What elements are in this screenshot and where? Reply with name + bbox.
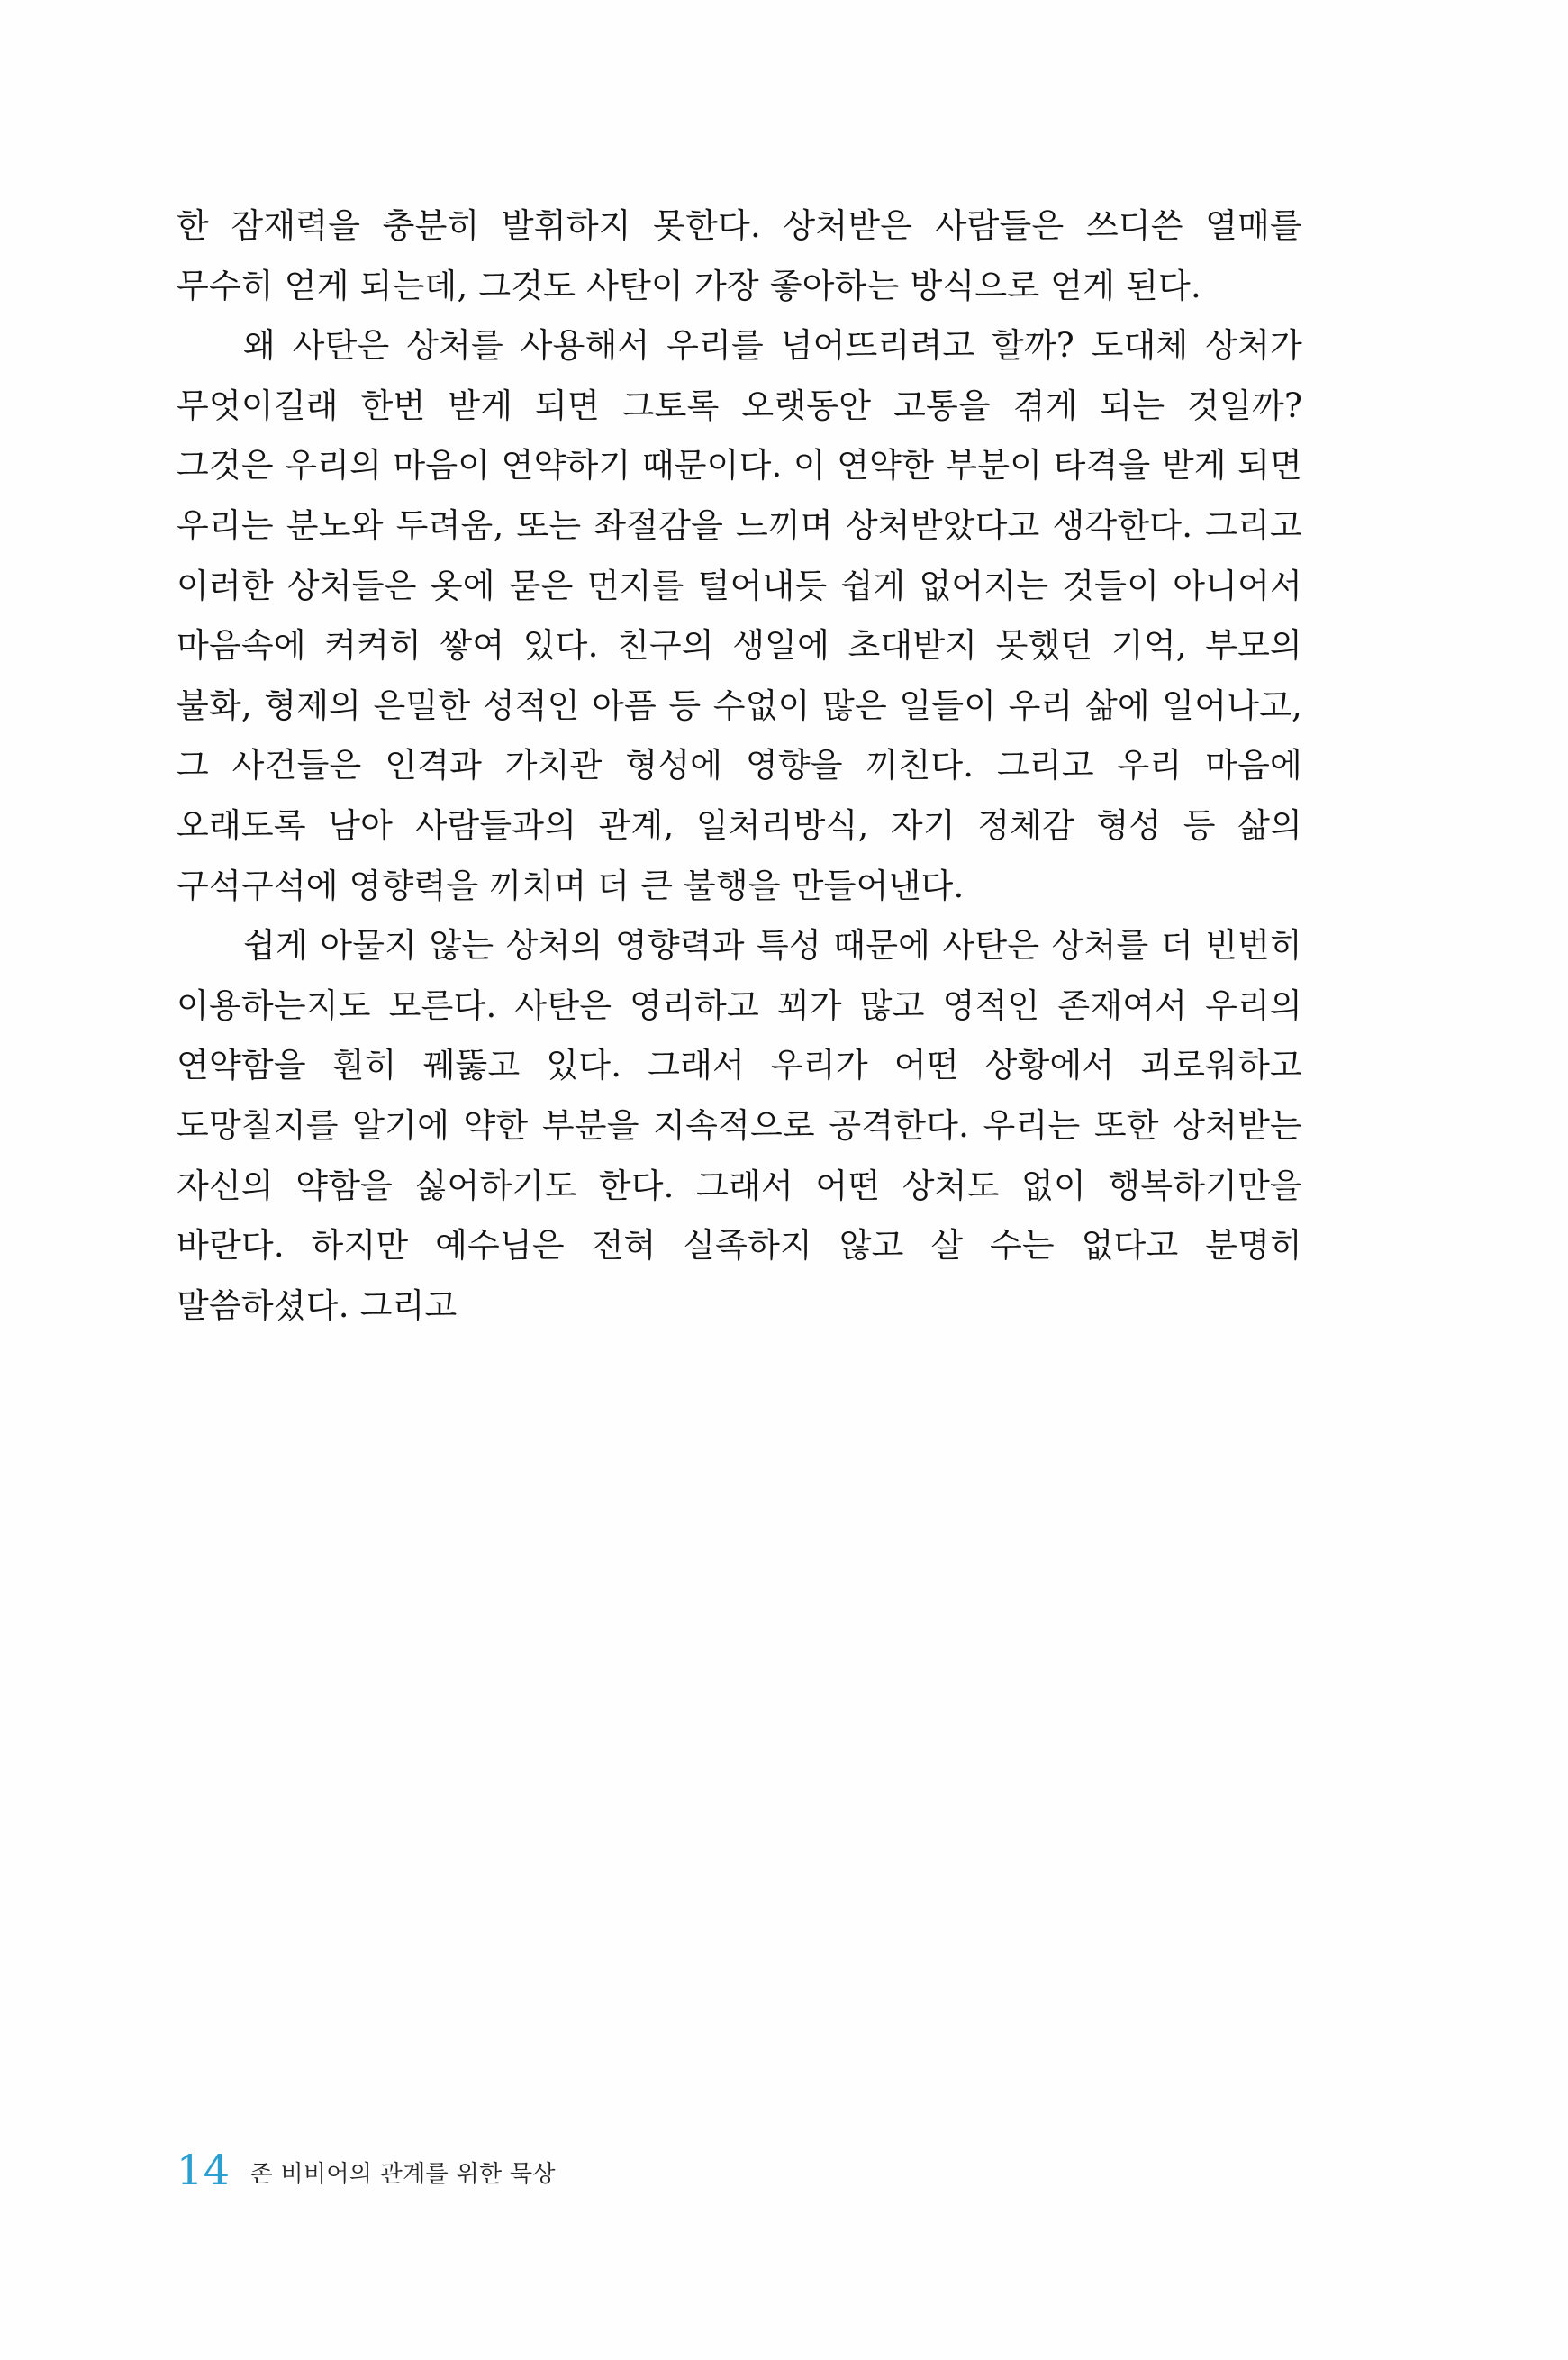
paragraph-3: 쉽게 아물지 않는 상처의 영향력과 특성 때문에 사탄은 상처를 더 빈번히 이용하는지도 모른다. 사탄은 영리하고 꾀가 많고 영적인 존재여서 우리의 연약함을 훤히 꿰뚫고 있다. 그래서 우리가 어떤 상황에서 괴로워하고 도망칠지를 알기에 약한 부분을 지속적으로 공격한다. 우리는 또한 상처받는 자신의 약함을 싫어하기도 한다. 그래서 어떤 상처도 없이 행복하기만을 바란다. 하지만 예수님은 전혀 실족하지 않고 살 수는 없다고 분명히 말씀하셨다. 그리고 [177, 926, 1302, 1325]
page-footer [177, 2146, 1302, 2194]
body-text-column [177, 196, 1302, 1336]
page-number: 14 [177, 2146, 231, 2194]
paragraph-2: 왜 사탄은 상처를 사용해서 우리를 넘어뜨리려고 할까? 도대체 상처가 무엇이길래 한번 받게 되면 그토록 오랫동안 고통을 겪게 되는 것일까? 그것은 우리의 마음이 연약하기 때문이다. 이 연약한 부분이 타격을 받게 되면 우리는 분노와 두려움, 또는 좌절감을 느끼며 상처받았다고 생각한다. 그리고 이러한 상처들은 옷에 묻은 먼지를 털어내듯 쉽게 없어지는 것들이 아니어서 마음속에 켜켜히 쌓여 있다. 친구의 생일에 초대받지 못했던 기억, 부모의 불화, 형제의 은밀한 성적인 아픔 등 수없이 많은 일들이 우리 삶에 일어나고, 그 사건들은 인격과 가치관 형성에 영향을 끼친다. 그리고 우리 마음에 오래도록 남아 사람들과의 관계, 일처리방식, 자기 정체감 형성 등 삶의 구석구석에 영향력을 끼치며 더 큰 불행을 만들어낸다. [177, 326, 1302, 905]
paragraph-1: 한 잠재력을 충분히 발휘하지 못한다. 상처받은 사람들은 쓰디쓴 열매를 무수히 얻게 되는데, 그것도 사탄이 가장 좋아하는 방식으로 얻게 된다. [177, 206, 1302, 305]
running-title: 존 비비어의 관계를 위한 묵상 [249, 2161, 556, 2188]
